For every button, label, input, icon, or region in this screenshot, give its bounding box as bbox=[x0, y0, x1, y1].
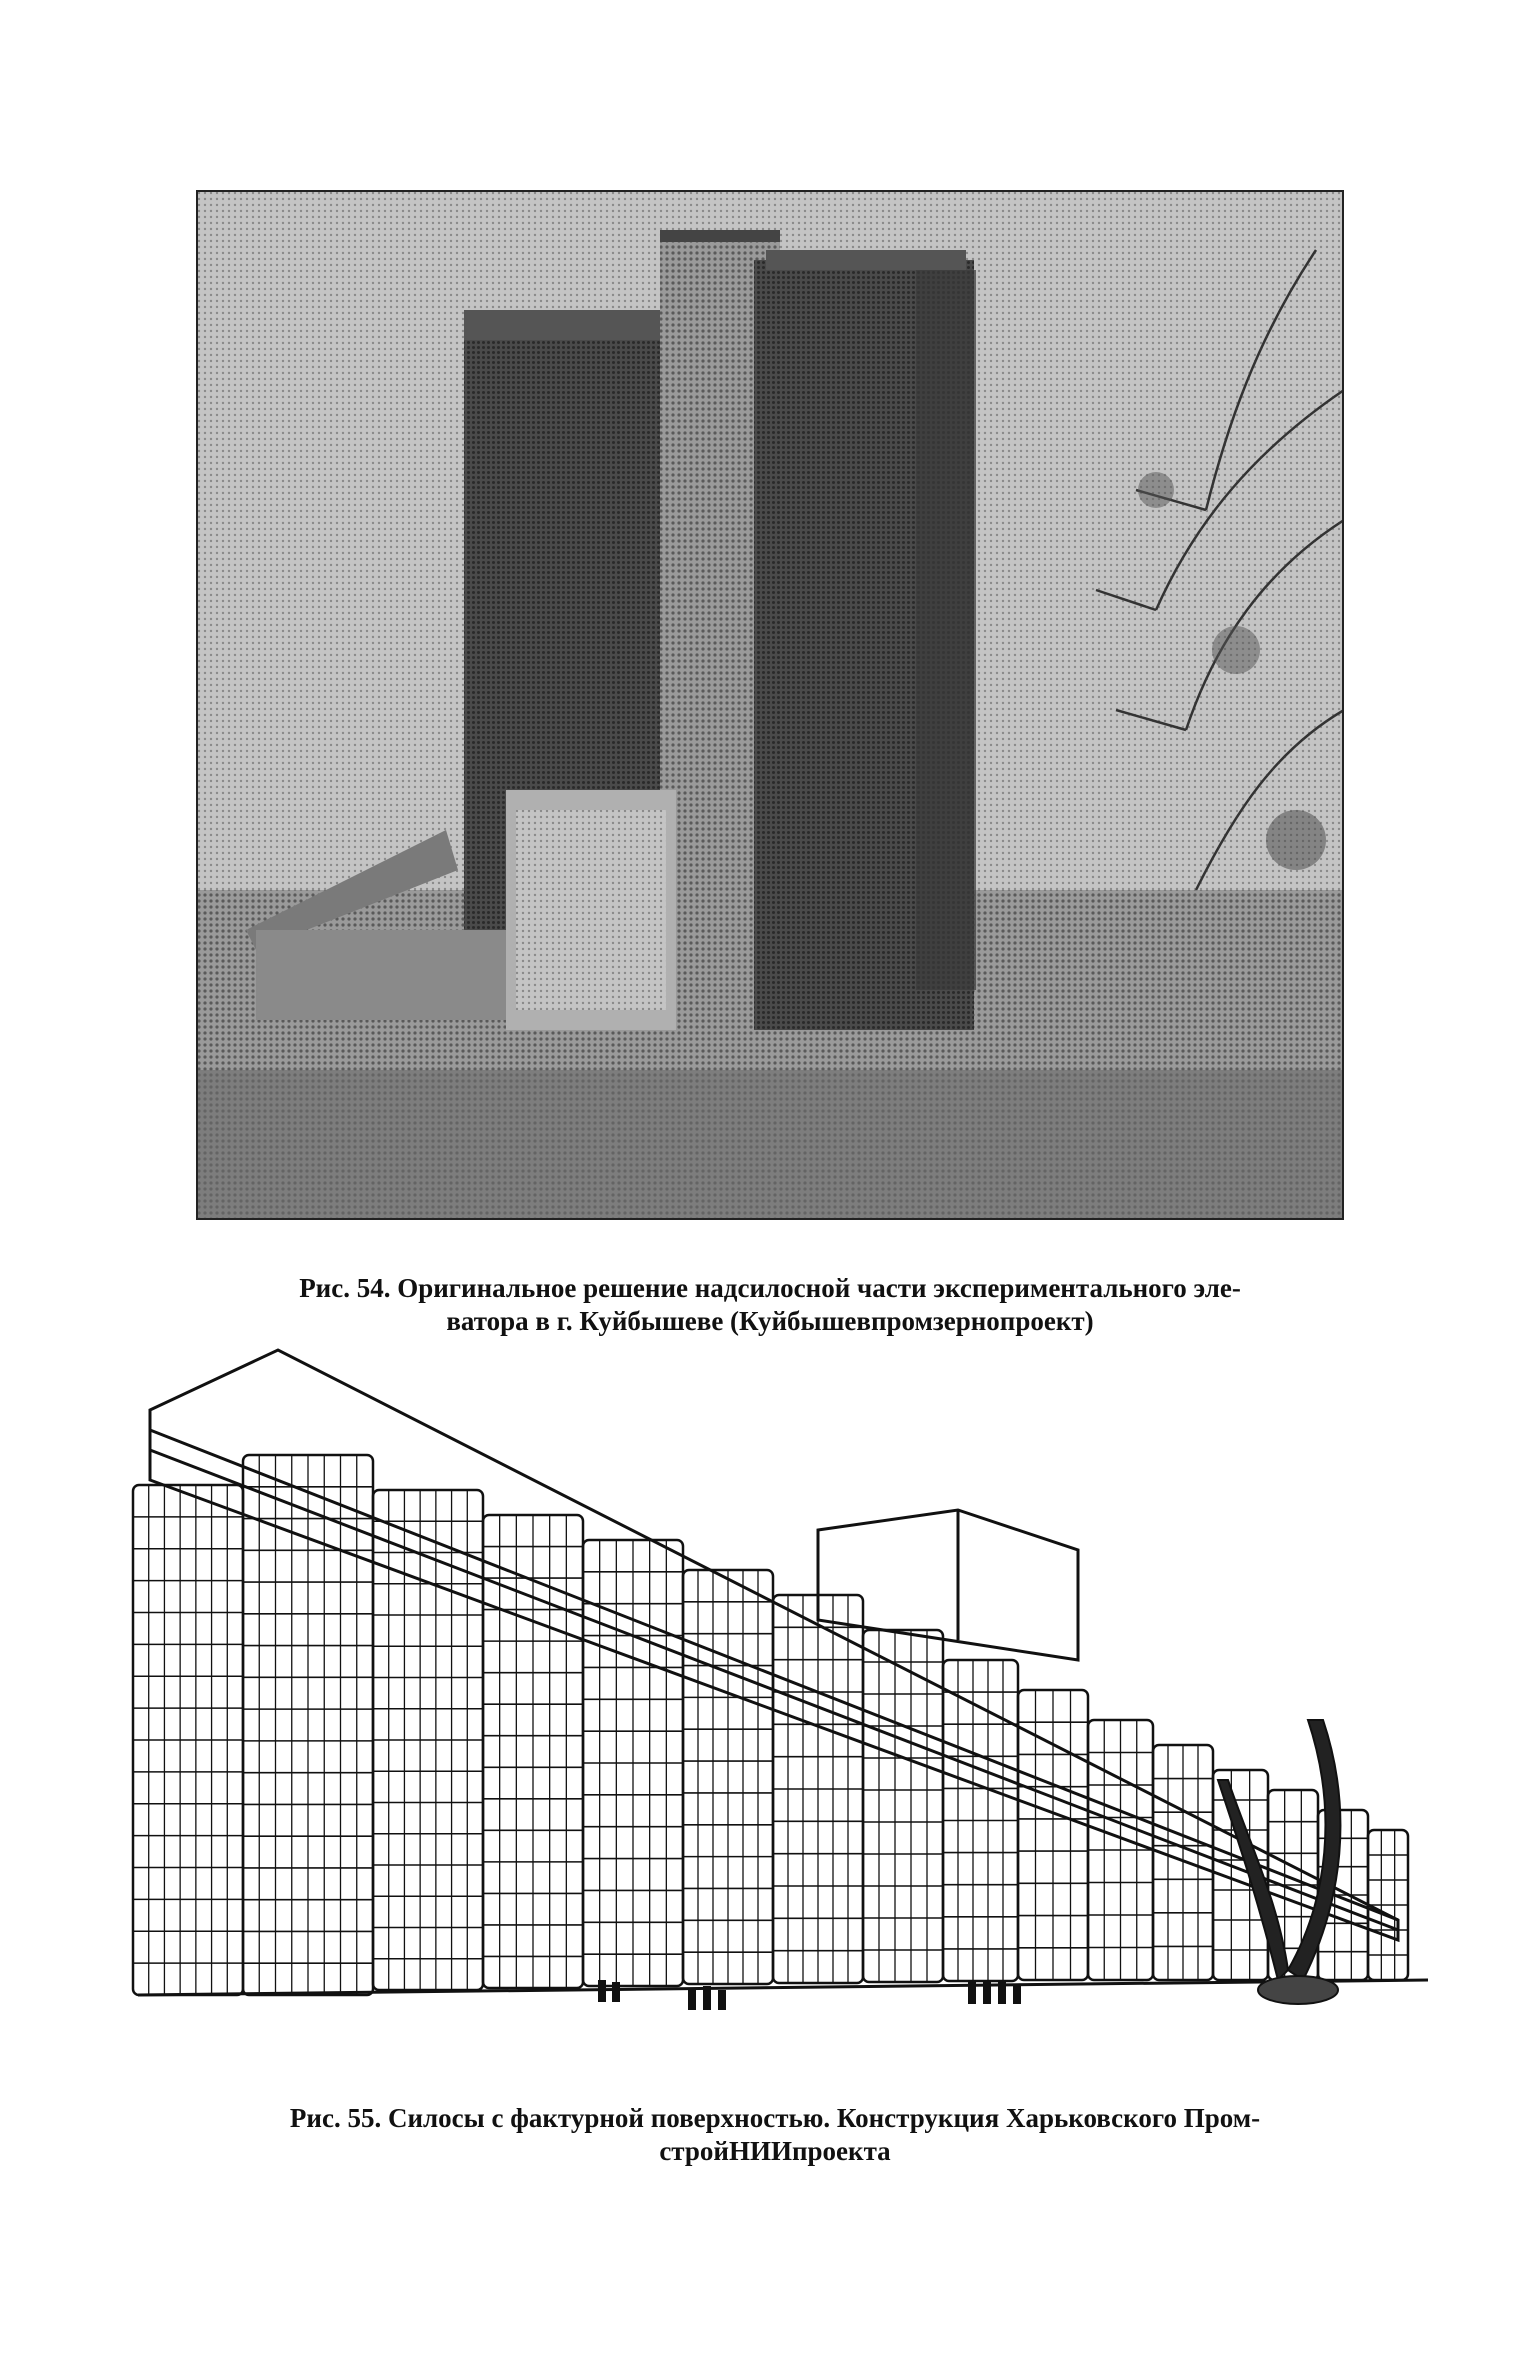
silo-cylinders bbox=[133, 1455, 1408, 1995]
caption-55-line-1: Рис. 55. Силосы с фактурной поверхностью. Конструкция Харьковского Пром- bbox=[289, 2103, 1261, 2133]
figure-54-caption bbox=[196, 1272, 1344, 1338]
figure-55-drawing bbox=[128, 1340, 1428, 2085]
caption-54-line-1: Рис. 54. Оригинальное решение надсилосной части экспериментального эле- bbox=[299, 1273, 1241, 1303]
silo-headhouse bbox=[818, 1510, 1078, 1660]
right-tower bbox=[754, 250, 976, 1030]
caption-55-line-2: стройНИИпроекта bbox=[659, 2136, 891, 2166]
tree-stump bbox=[1218, 1720, 1340, 2004]
figure-54-photo bbox=[196, 190, 1344, 1220]
figure-55-caption bbox=[160, 2102, 1390, 2168]
caption-54-line-2: ватора в г. Куйбышеве (Куйбышевпромзернопроект) bbox=[446, 1306, 1094, 1336]
